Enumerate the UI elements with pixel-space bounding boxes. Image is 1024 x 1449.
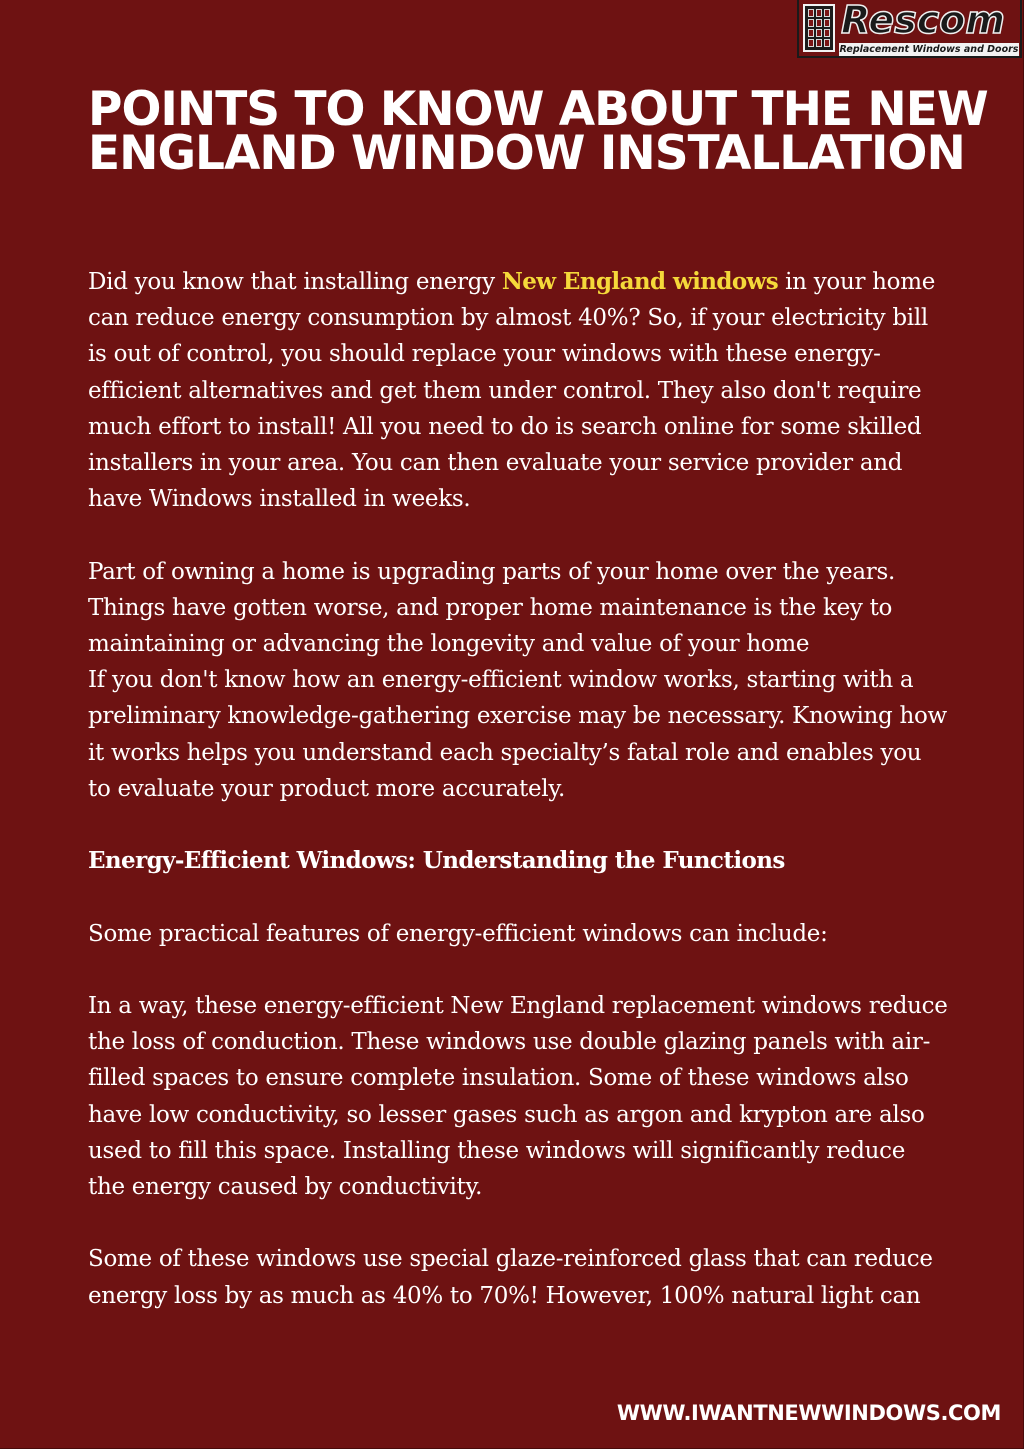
intro-paragraph <box>88 264 948 517</box>
page-title: POINTS TO KNOW ABOUT THE NEW ENGLAND WINDOW INSTALLATION <box>88 82 988 181</box>
logo-tagline: Replacement Windows and Doors <box>839 44 1019 55</box>
paragraph-how-it-works: If you don't know how an energy-efficient window works, starting with a preliminary knowledge-gathering exercise may be necessary. Knowing how it works helps you understand each specialty’s fatal role and enables you to evaluate your product more accurately. <box>88 667 947 802</box>
intro-text-end: in your home can reduce energy consumption by almost 40%? So, if your electricity bill is out of control, you should replace your windows with these energy-efficient alternatives and get them under control. They also don't require much effort to install! All you need to do is search online for some skilled installers in your area. You can then evaluate your service provider and have Windows installed in weeks. <box>88 269 936 513</box>
logo-brand-name: Rescom <box>841 0 1005 42</box>
new-england-windows-link[interactable]: New England windows <box>501 268 779 295</box>
article-body <box>88 264 948 1314</box>
paragraph-home-maintenance: Part of owning a home is upgrading parts of your home over the years. Things have gotten worse, and proper home maintenance is the key to maintaining or advancing the longevity and value of your home <box>88 558 895 658</box>
paragraph-features-intro: Some practical features of energy-efficient windows can include: <box>88 920 828 947</box>
window-grid-icon <box>803 4 835 52</box>
intro-text-start: Did you know that installing energy <box>88 269 502 295</box>
paragraph-glaze-glass: Some of these windows use special glaze-reinforced glass that can reduce energy loss by as much as 40% to 70%! However, 100% natural light can <box>88 1246 933 1309</box>
footer-website-url[interactable]: WWW.IWANTNEWWINDOWS.COM <box>616 1401 1001 1425</box>
rescom-logo[interactable] <box>797 0 1022 58</box>
paragraph-conduction: In a way, these energy-efficient New England replacement windows reduce the loss of conduction. These windows use double glazing panels with air-filled spaces to ensure complete insulation. Some of these windows also have low conductivity, so lesser gases such as argon and krypton are also used to fill this space. Installing these windows will significantly reduce the energy caused by conductivity. <box>88 993 948 1201</box>
section-subheading: Energy-Efficient Windows: Understanding the Functions <box>88 847 785 875</box>
